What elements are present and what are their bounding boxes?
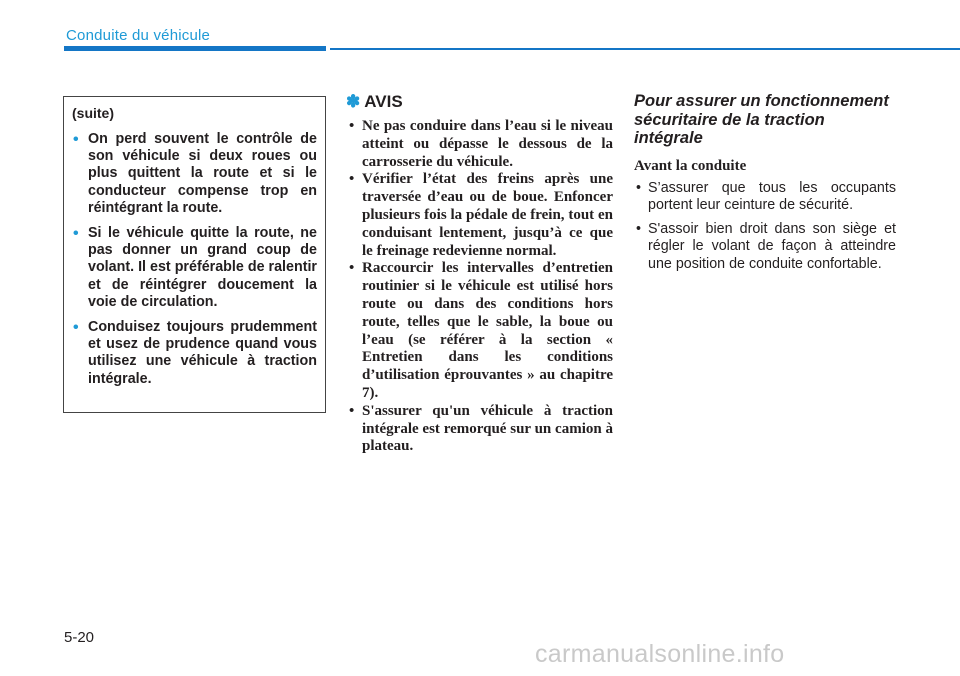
safe-operation-list xyxy=(634,180,896,274)
warning-list xyxy=(72,131,317,388)
safe-operation-bullet: • S'assoir bien droit dans son siège et régler le volant de façon à atteindre une position de conduite confortable. xyxy=(634,221,896,274)
warning-bullet: • Conduisez toujours prudemment et usez de prudence quand vous utilisez une véhicule à traction intégrale. xyxy=(72,319,317,388)
warning-bullet: • Si le véhicule quitte la route, ne pas donner un grand coup de volant. Il est préférable de ralentir et de réintégrer doucement la voie de circulation. xyxy=(72,225,317,311)
notice-heading-text: AVIS xyxy=(364,92,403,111)
safe-operation-section xyxy=(634,92,896,279)
warning-box xyxy=(63,96,326,413)
notice-heading xyxy=(346,92,613,112)
notice-bullet: • S'assurer qu'un véhicule à traction intégrale est remorqué sur un camion à plateau. xyxy=(346,403,613,456)
notice-list xyxy=(346,118,613,456)
page-number: 5-20 xyxy=(64,629,95,646)
header-rule-thin xyxy=(330,48,960,50)
safe-operation-heading: Pour assurer un fonctionnement sécuritaire de la traction intégrale xyxy=(634,92,889,147)
safe-operation-bullet: • S’assurer que tous les occupants portent leur ceinture de sécurité. xyxy=(634,180,896,215)
notice-bullet: • Ne pas conduire dans l’eau si le niveau atteint ou dépasse le dessous de la carrosserie du véhicule. xyxy=(346,118,613,171)
asterisk-icon: ✽ xyxy=(346,92,361,111)
section-title: Conduite du véhicule xyxy=(66,27,211,44)
watermark: carmanualsonline.info xyxy=(535,640,785,668)
before-driving-subheading: Avant la conduite xyxy=(634,157,747,174)
notice-bullet: • Raccourcir les intervalles d’entretien routinier si le véhicule est utilisé hors route ou dans des conditions hors route, telles que le sable, la boue ou l’eau (se référer à la section « Entretien dans les conditions d’utilisation éprouvantes » au chapitre 7). xyxy=(346,260,613,402)
notice-bullet: • Vérifier l’état des freins après une traversée d’eau ou de boue. Enfoncer plusieurs fois la pédale de frein, tout en conduisant lentement, jusqu’à ce que le freinage redevienne normal. xyxy=(346,171,613,260)
header-rule-thick xyxy=(64,46,326,51)
notice-section xyxy=(346,92,613,456)
warning-bullet: • On perd souvent le contrôle de son véhicule si deux roues ou plus quittent la route et si le conducteur compense trop en réintégrant la route. xyxy=(72,131,317,217)
continued-label: (suite) xyxy=(72,105,114,121)
